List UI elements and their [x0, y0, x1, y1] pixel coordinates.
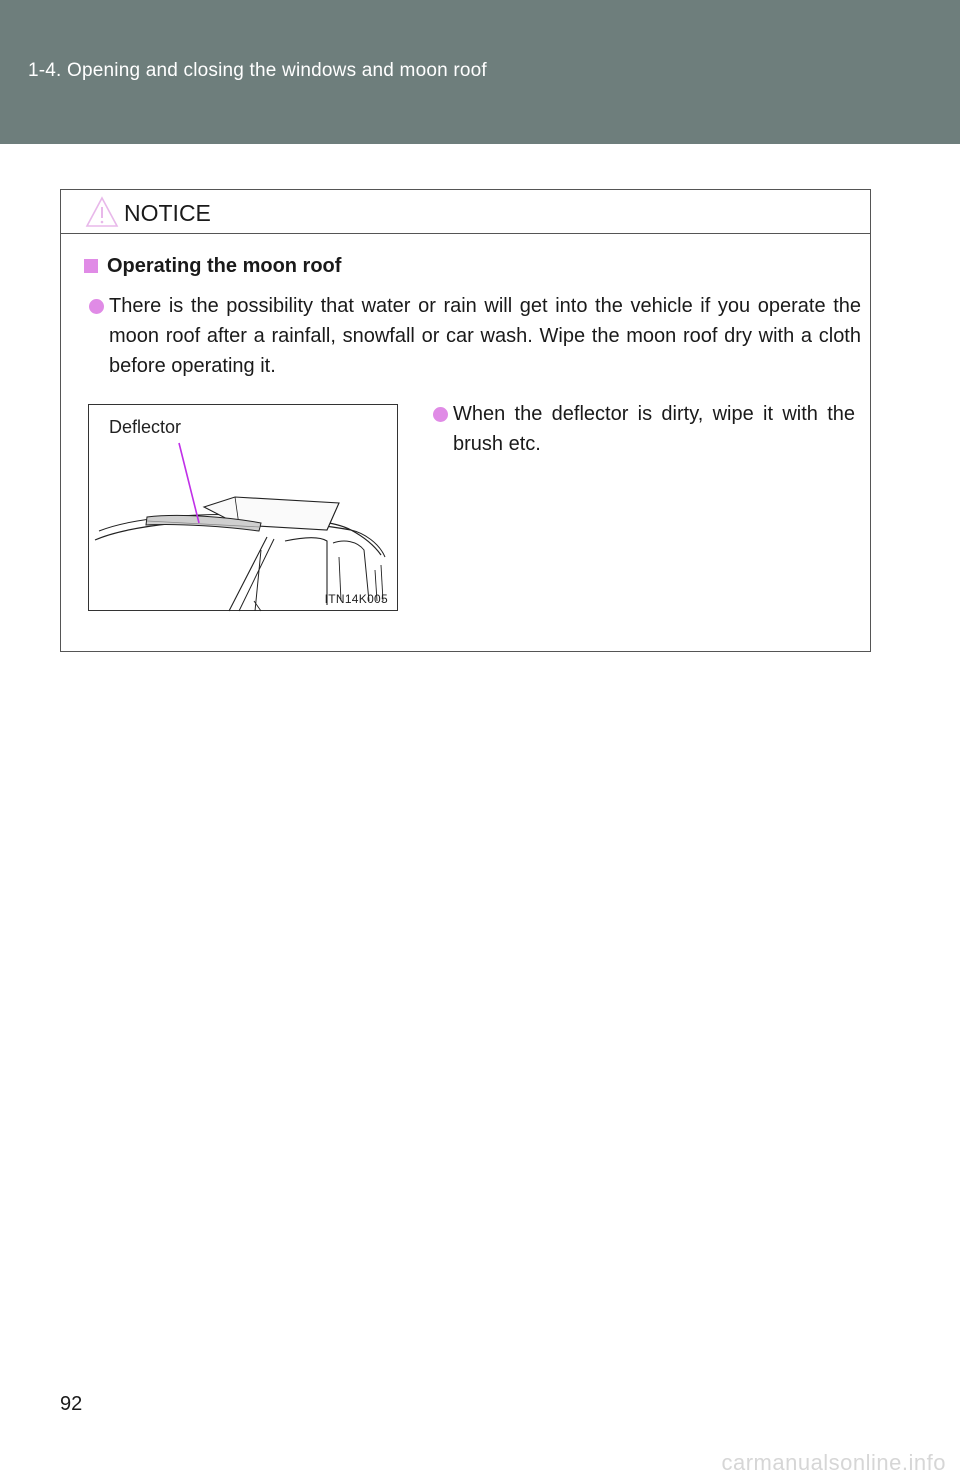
round-bullet-icon	[433, 407, 448, 422]
square-bullet-icon	[84, 259, 98, 273]
warning-triangle-icon	[85, 196, 119, 228]
bullet-2-text: When the deflector is dirty, wipe it with the brush etc.	[453, 403, 855, 455]
watermark: carmanualsonline.info	[721, 1450, 946, 1475]
notice-bullet-1	[109, 291, 861, 381]
notice-header	[61, 190, 870, 234]
figure-code: ITN14K005	[324, 592, 388, 606]
deflector-callout-label: Deflector	[109, 417, 182, 437]
round-bullet-icon	[89, 299, 104, 314]
section-title: 1-4. Opening and closing the windows and moon roof	[28, 60, 487, 81]
section-heading	[84, 255, 341, 278]
notice-box	[60, 189, 871, 652]
bullet-1-text: There is the possibility that water or rain will get into the vehicle if you operate the moon roof after a rainfall, snowfall or car wash. Wipe the moon roof dry with a cloth before operating it.	[109, 295, 861, 377]
section-heading-text: Operating the moon roof	[107, 255, 342, 277]
notice-bullet-2	[453, 399, 855, 459]
page-number: 92	[60, 1393, 83, 1415]
deflector-illustration	[88, 404, 398, 611]
page-header-bar	[0, 0, 960, 144]
notice-title: NOTICE	[124, 200, 211, 226]
